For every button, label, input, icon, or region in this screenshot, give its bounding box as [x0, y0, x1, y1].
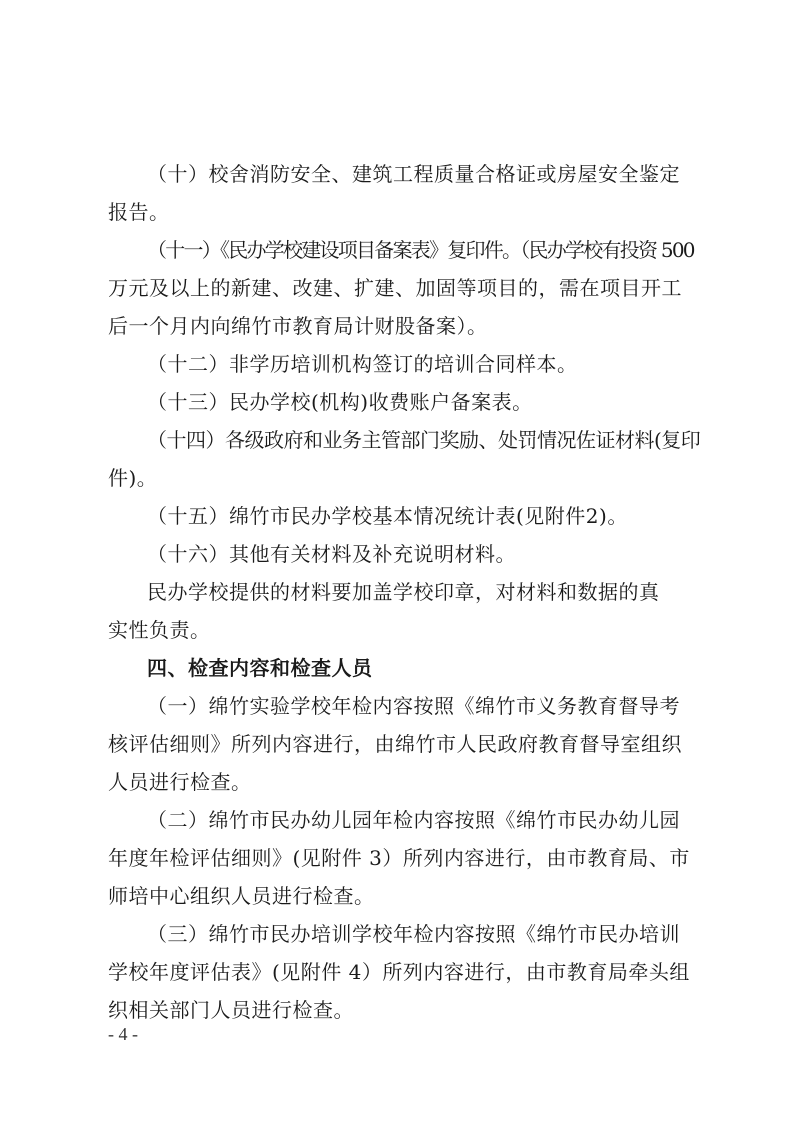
- paragraph-line-note-a: 民办学校提供的材料要加盖学校印章，对材料和数据的真: [147, 580, 660, 604]
- paragraph-line-11c: 后一个月内向绵竹市教育局计财股备案）。: [108, 314, 488, 338]
- paragraph-line-4-3b: 学校年度评估表》(见附件 4）所列内容进行，由市教育局牵头组: [108, 960, 690, 984]
- paragraph-line-4-2a: （二）绵竹市民办幼儿园年检内容按照《绵竹市民办幼儿园: [147, 808, 680, 832]
- section-heading: 四、检查内容和检查人员: [147, 656, 373, 680]
- paragraph-line-12: （十二）非学历培训机构签订的培训合同样本。: [147, 352, 578, 376]
- paragraph-line-14b: 件)。: [108, 466, 158, 490]
- page-number: - 4 -: [108, 1024, 138, 1044]
- paragraph-line-4-1c: 人员进行检查。: [108, 770, 252, 794]
- paragraph-line-4-1a: （一）绵竹实验学校年检内容按照《绵竹市义务教育督导考: [147, 694, 680, 718]
- paragraph-line-4-3a: （三）绵竹市民办培训学校年检内容按照《绵竹市民办培训: [147, 922, 680, 946]
- paragraph-line-4-3c: 织相关部门人员进行检查。: [108, 998, 354, 1022]
- paragraph-line-11b: 万元及以上的新建、改建、扩建、加固等项目的，需在项目开工: [108, 276, 682, 300]
- paragraph-line-note-b: 实性负责。: [108, 618, 211, 642]
- paragraph-line-16: （十六）其他有关材料及补充说明材料。: [147, 542, 516, 566]
- paragraph-line-14a: （十四）各级政府和业务主管部门奖励、处罚情况佐证材料(复印: [147, 428, 701, 452]
- paragraph-line-10b: 报告。: [108, 200, 170, 224]
- paragraph-line-11a: （十一）《民办学校建设项目备案表》复印件。（民办学校有投资 500: [147, 238, 694, 262]
- paragraph-line-13: （十三）民办学校(机构)收费账户备案表。: [147, 390, 533, 414]
- paragraph-line-4-2b: 年度年检评估细则》(见附件 3）所列内容进行，由市教育局、市: [108, 846, 690, 870]
- paragraph-line-15: （十五）绵竹市民办学校基本情况统计表(见附件2)。: [147, 504, 628, 528]
- paragraph-line-10a: （十）校舍消防安全、建筑工程质量合格证或房屋安全鉴定: [147, 162, 680, 186]
- paragraph-line-4-1b: 核评估细则》所列内容进行，由绵竹市人民政府教育督导室组织: [108, 732, 682, 756]
- paragraph-line-4-2c: 师培中心组织人员进行检查。: [108, 884, 375, 908]
